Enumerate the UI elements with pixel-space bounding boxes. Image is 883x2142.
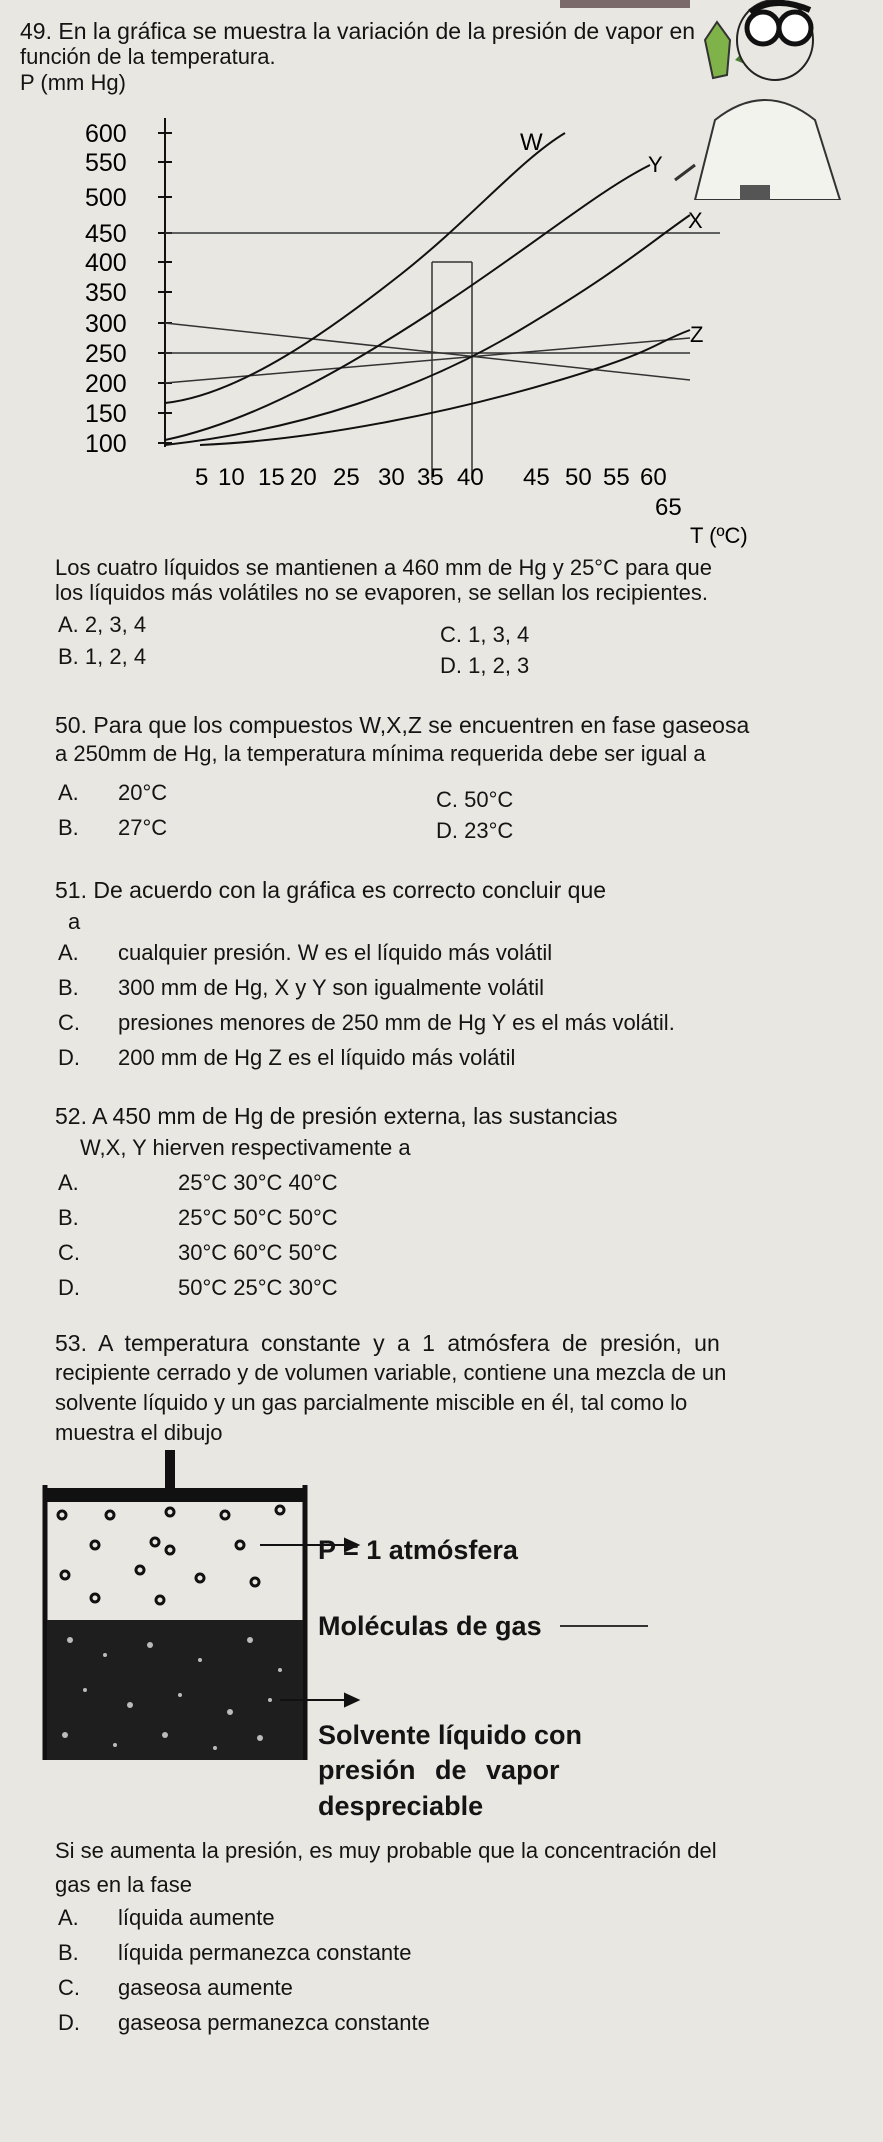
y-tick-600 <box>85 120 172 148</box>
y-tick-300 <box>85 310 172 338</box>
curve-label-w: W <box>520 129 543 156</box>
q49-option-d[interactable]: D. 1, 2, 3 <box>440 653 530 678</box>
solvent-label-line2: presión de vapor <box>318 1755 560 1785</box>
q50-option-d[interactable]: D. 23°C <box>436 818 514 843</box>
ref-line-300 <box>165 323 690 380</box>
q53-line2: recipiente cerrado y de volumen variable, contiene una mezcla de un <box>55 1360 727 1385</box>
svg-text:550: 550 <box>85 149 127 177</box>
svg-text:400: 400 <box>85 249 127 277</box>
curve-w <box>165 133 565 403</box>
q51-option-a[interactable]: A. cualquier presión. W es el líquido más volátil <box>58 940 553 965</box>
svg-text:350: 350 <box>85 279 127 307</box>
y-ticks <box>85 120 172 458</box>
q53-option-b[interactable]: B. líquida permanezca constante <box>58 1940 412 1965</box>
svg-text:200: 200 <box>85 370 127 398</box>
svg-text:35: 35 <box>417 464 444 491</box>
y-tick-100 <box>85 430 172 458</box>
q53-line4: muestra el dibujo <box>55 1420 223 1445</box>
svg-text:100: 100 <box>85 430 127 458</box>
svg-text:50: 50 <box>565 464 592 491</box>
pressure-label: P = 1 atmósfera <box>318 1535 518 1565</box>
q51-line2: a <box>68 909 81 934</box>
q49-heading-line2: función de la temperatura. <box>20 44 276 69</box>
q52-option-a[interactable]: A. 25°C 30°C 40°C <box>58 1170 338 1195</box>
svg-text:60: 60 <box>640 464 667 491</box>
q49-option-c[interactable]: C. 1, 3, 4 <box>440 622 530 647</box>
gas-molecules <box>56 1506 284 1639</box>
q49-option-a[interactable]: A. 2, 3, 4 <box>58 612 147 637</box>
q53-line3: solvente líquido y un gas parcialmente miscible en él, tal como lo <box>55 1390 688 1415</box>
curve-x <box>165 215 690 445</box>
q49-heading: 49. En la gráfica se muestra la variación de la presión de vapor en <box>20 18 696 44</box>
y-tick-label: 600 <box>85 120 127 148</box>
curve-label-z: Z <box>690 322 704 347</box>
svg-text:45: 45 <box>523 464 550 491</box>
q52-option-d[interactable]: D. 50°C 25°C 30°C <box>58 1275 338 1300</box>
piston <box>45 1488 305 1502</box>
curve-y <box>165 165 650 440</box>
piston-rod <box>165 1450 175 1490</box>
q49-option-b[interactable]: B. 1, 2, 4 <box>58 644 147 669</box>
q51-option-c[interactable]: C. presiones menores de 250 mm de Hg Y es el más volátil. <box>58 1010 675 1035</box>
svg-text:150: 150 <box>85 400 127 428</box>
svg-text:55: 55 <box>603 464 630 491</box>
solvent-label-line3: despreciable <box>318 1791 484 1821</box>
x-tick-labels <box>195 464 682 521</box>
y-tick-550 <box>85 149 172 177</box>
q52-line1: 52. A 450 mm de Hg de presión externa, las sustancias <box>55 1103 618 1129</box>
q51-line1: 51. De acuerdo con la gráfica es correcto concluir que <box>55 877 607 903</box>
svg-text:40: 40 <box>457 464 484 491</box>
q52-line2: W,X, Y hierven respectivamente a <box>80 1135 411 1160</box>
y-tick-450 <box>85 220 172 248</box>
q50-option-c[interactable]: C. 50°C <box>436 787 514 812</box>
svg-text:5: 5 <box>195 464 209 491</box>
q53-option-d[interactable]: D. gaseosa permanezca constante <box>58 2010 430 2035</box>
q50-line2: a 250mm de Hg, la temperatura mínima requerida debe ser igual a <box>55 741 706 766</box>
q53-question-line1: Si se aumenta la presión, es muy probable que la concentración del <box>55 1838 717 1863</box>
svg-text:250: 250 <box>85 340 127 368</box>
q50-option-b[interactable]: B. 27°C <box>58 815 168 840</box>
q52-option-b[interactable]: B. 25°C 50°C 50°C <box>58 1205 338 1230</box>
svg-text:65: 65 <box>655 494 682 521</box>
svg-text:25: 25 <box>333 464 360 491</box>
q50-option-a[interactable]: A. 20°C <box>58 780 168 805</box>
q53-line1: 53. A temperatura constante y a 1 atmósfera de presión, un <box>55 1330 720 1356</box>
y-tick-350 <box>85 279 172 307</box>
q51-option-d[interactable]: D. 200 mm de Hg Z es el líquido más volátil <box>58 1045 516 1070</box>
q53-question-line2: gas en la fase <box>55 1872 192 1897</box>
svg-text:300: 300 <box>85 310 127 338</box>
curve-label-x: X <box>688 208 703 233</box>
svg-text:10: 10 <box>218 464 245 491</box>
curve-label-y: Y <box>648 152 663 177</box>
gas-label-underline <box>560 1625 648 1627</box>
chart-ylabel: P (mm Hg) <box>20 70 126 95</box>
q49-text-line2: los líquidos más volátiles no se evaporen, se sellan los recipientes. <box>55 580 709 605</box>
y-tick-400 <box>85 249 172 277</box>
y-tick-200 <box>85 370 172 398</box>
svg-text:500: 500 <box>85 184 127 212</box>
q53-option-c[interactable]: C. gaseosa aumente <box>58 1975 293 2000</box>
q51-option-b[interactable]: B. 300 mm de Hg, X y Y son igualmente volátil <box>58 975 544 1000</box>
chart-xlabel: T (ºC) <box>690 523 748 548</box>
svg-text:30: 30 <box>378 464 405 491</box>
vapor-pressure-chart <box>0 95 883 565</box>
svg-text:15: 15 <box>258 464 285 491</box>
y-tick-250 <box>85 340 172 368</box>
q53-option-a[interactable]: A. líquida aumente <box>58 1905 275 1930</box>
y-tick-500 <box>85 184 172 212</box>
ref-line-200 <box>165 338 690 383</box>
y-tick-150 <box>85 400 172 428</box>
gas-molecules-label: Moléculas de gas <box>318 1611 542 1641</box>
svg-text:20: 20 <box>290 464 317 491</box>
q49-text-line1: Los cuatro líquidos se mantienen a 460 mm de Hg y 25°C para que <box>55 555 712 580</box>
q52-option-c[interactable]: C. 30°C 60°C 50°C <box>58 1240 338 1265</box>
svg-text:450: 450 <box>85 220 127 248</box>
q50-line1: 50. Para que los compuestos W,X,Z se encuentren en fase gaseosa <box>55 712 750 738</box>
solvent-label-line1: Solvente líquido con <box>318 1720 583 1750</box>
